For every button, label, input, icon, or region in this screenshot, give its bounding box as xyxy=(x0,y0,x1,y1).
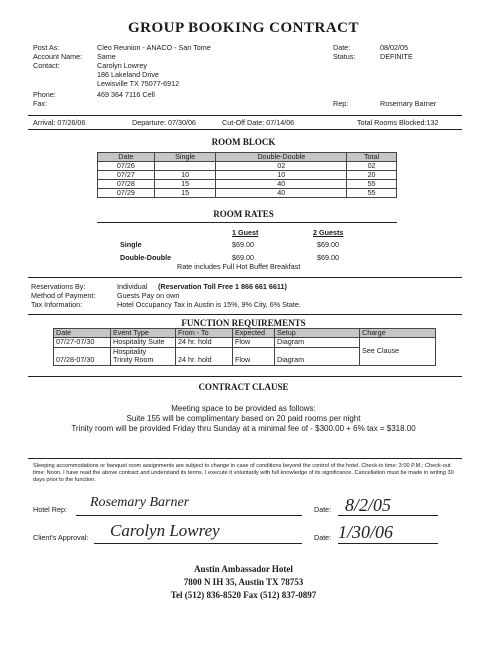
rates-single-one: $69.00 xyxy=(232,240,254,249)
hotel-name: Austin Ambassador Hotel xyxy=(194,564,293,574)
hotel-address: 7800 N IH 35, Austin TX 78753 xyxy=(183,577,304,587)
room-rates-heading: ROOM RATES xyxy=(213,209,274,219)
hotel-date-label: Date: xyxy=(314,505,332,514)
function-table xyxy=(53,328,436,366)
rates-breakfast-note: Rate includes Full Hot Buffet Breakfast xyxy=(177,262,301,271)
clause-line2: Suite 155 will be complimentary based on 20 paid rooms per night xyxy=(126,414,361,423)
room-block-col-total: Total xyxy=(347,153,397,162)
hotel-rep-signature-line xyxy=(76,515,302,516)
contact-address-line1: 186 Lakeland Drive xyxy=(97,70,159,79)
client-signature-line xyxy=(94,543,302,544)
function-row2-date: 07/28-07/30 xyxy=(54,347,111,365)
table-row xyxy=(54,338,436,347)
divider-top xyxy=(28,115,462,116)
payment-method-value: Guests Pay on own xyxy=(117,291,180,300)
room-block-cell: 07/26 xyxy=(98,162,155,171)
rep-label: Rep: xyxy=(333,99,349,108)
hotel-rep-label: Hotel Rep: xyxy=(33,505,67,514)
function-col-charge: Charge xyxy=(360,329,436,338)
room-block-cell: 10 xyxy=(154,171,216,180)
rates-double-two: $69.00 xyxy=(317,253,339,262)
function-row2-expected: Flow xyxy=(233,347,275,365)
clause-line1: Meeting space to be provided as follows: xyxy=(171,404,316,413)
room-block-col-double: Double-Double xyxy=(216,153,347,162)
room-block-cell: 15 xyxy=(154,189,216,198)
room-block-cell: 07/29 xyxy=(98,189,155,198)
room-block-col-date: Date xyxy=(98,153,155,162)
function-row2-event xyxy=(111,347,176,365)
divider-function xyxy=(28,376,462,377)
client-approval-label: Client's Approval: xyxy=(33,533,89,542)
document-title: GROUP BOOKING CONTRACT xyxy=(127,20,360,36)
room-block-cell: 40 xyxy=(216,189,347,198)
contact-name: Carolyn Lowrey xyxy=(97,61,147,70)
reservations-by-value: Individual xyxy=(117,282,148,291)
function-row1-time: 24 hr. hold xyxy=(176,338,233,347)
function-row1-setup: Diagram xyxy=(275,338,360,347)
rates-double-one: $69.00 xyxy=(232,253,254,262)
function-charge: See Clause xyxy=(360,338,436,365)
total-rooms-blocked: Total Rooms Blocked:132 xyxy=(357,118,439,127)
client-date-handwritten: 1/30/06 xyxy=(338,522,394,542)
fine-print: Sleeping accommodations or banquet room assignments are subject to change in case of conditions beyond the control of the hotel. Check-in time: 3:00 P.M.; Check-out time: Noon. I have read the above contract and understand its terms. I execute it voluntarily with full knowledge of its significance. Cancellation must be made in writing 30 days prior to the function. xyxy=(33,463,454,483)
room-block-cell: 10 xyxy=(216,171,347,180)
function-row2-setup: Diagram xyxy=(275,347,360,365)
room-block-heading: ROOM BLOCK xyxy=(211,137,276,147)
room-block-cell: 55 xyxy=(347,189,397,198)
function-row2-event-line1: Hospitality xyxy=(113,346,147,356)
status-label: Status: xyxy=(333,52,356,61)
reservations-by-label: Reservations By: xyxy=(31,282,86,291)
account-value: Same xyxy=(97,52,116,61)
contact-label: Contact: xyxy=(33,61,60,70)
room-block-cell: 55 xyxy=(347,180,397,189)
date-value: 08/02/05 xyxy=(380,43,408,52)
function-col-event: Event Type xyxy=(111,329,176,338)
room-block-cell: 15 xyxy=(154,180,216,189)
room-block-cell: 07/28 xyxy=(98,180,155,189)
account-label: Account Name: xyxy=(33,52,83,61)
rates-col-two-guests: 2 Guests xyxy=(313,228,344,237)
table-row xyxy=(98,189,397,198)
rates-single-two: $69.00 xyxy=(317,240,339,249)
room-block-cell: 20 xyxy=(347,171,397,180)
function-row1-event: Hospitality Suite xyxy=(111,338,176,347)
divider-arrival xyxy=(28,129,462,130)
tax-info-label: Tax Information: xyxy=(31,300,83,309)
date-label: Date: xyxy=(333,43,351,52)
function-row2-time: 24 hr. hold xyxy=(176,347,233,365)
rates-double-label: Double-Double xyxy=(120,253,172,262)
function-heading: FUNCTION REQUIREMENTS xyxy=(181,318,306,328)
room-block-table xyxy=(97,152,397,198)
rates-single-label: Single xyxy=(120,240,142,249)
room-block-cell: 40 xyxy=(216,180,347,189)
function-col-expected: Expected xyxy=(233,329,275,338)
status-value: DEFINITE xyxy=(380,52,413,61)
table-row xyxy=(98,180,397,189)
phone-value: 469 364 7116 Cell xyxy=(97,90,155,99)
room-block-cell: 02 xyxy=(347,162,397,171)
function-row2-event-line2: Trinity Room xyxy=(113,355,154,365)
room-block-cell: 02 xyxy=(216,162,347,171)
table-row xyxy=(98,162,397,171)
reservations-tollfree: (Reservation Toll Free 1 866 661 6611) xyxy=(158,282,287,291)
hotel-date-handwritten: 8/2/05 xyxy=(345,495,392,515)
tax-info-value: Hotel Occupancy Tax in Austin is 15%, 9% City, 6% State. xyxy=(117,300,301,309)
function-row1-expected: Flow xyxy=(233,338,275,347)
rates-divider xyxy=(97,222,397,223)
arrival-date: Arrival: 07/26/06 xyxy=(33,118,86,127)
contract-clause-heading: CONTRACT CLAUSE xyxy=(198,382,289,392)
room-block-cell: 07/27 xyxy=(98,171,155,180)
phone-label: Phone: xyxy=(33,90,56,99)
payment-method-label: Method of Payment: xyxy=(31,291,96,300)
client-date-line xyxy=(338,543,438,544)
function-row1-date: 07/27-07/30 xyxy=(54,338,111,347)
function-col-date: Date xyxy=(54,329,111,338)
clause-line3: Trinity room will be provided Friday thru Sunday at a minimal fee of - $300.00 + 6% tax = $318.00 xyxy=(71,424,416,433)
divider-reservations xyxy=(28,314,462,315)
post-as-value: Cleo Reunion - ANACO - San Tome xyxy=(97,43,211,52)
hotel-date-line xyxy=(338,515,438,516)
post-as-label: Post As: xyxy=(33,43,60,52)
rep-value: Rosemary Barner xyxy=(380,99,437,108)
function-col-setup: Setup xyxy=(275,329,360,338)
hotel-phones: Tel (512) 836-8520 Fax (512) 837-0897 xyxy=(170,590,317,600)
client-date-label: Date: xyxy=(314,533,332,542)
client-signature: Carolyn Lowrey xyxy=(110,521,220,540)
fax-label: Fax: xyxy=(33,99,47,108)
contact-address-line2: Lewisville TX 75077-6912 xyxy=(97,79,180,88)
divider-clause xyxy=(28,458,462,459)
cutoff-date: Cut-Off Date: 07/14/06 xyxy=(222,118,295,127)
departure-date: Departure: 07/30/06 xyxy=(132,118,196,127)
room-block-col-single: Single xyxy=(154,153,216,162)
divider-rates xyxy=(28,277,462,278)
table-row xyxy=(98,171,397,180)
function-col-time: From - To xyxy=(176,329,233,338)
rates-col-one-guest: 1 Guest xyxy=(232,228,259,237)
hotel-rep-signature: Rosemary Barner xyxy=(90,495,190,510)
